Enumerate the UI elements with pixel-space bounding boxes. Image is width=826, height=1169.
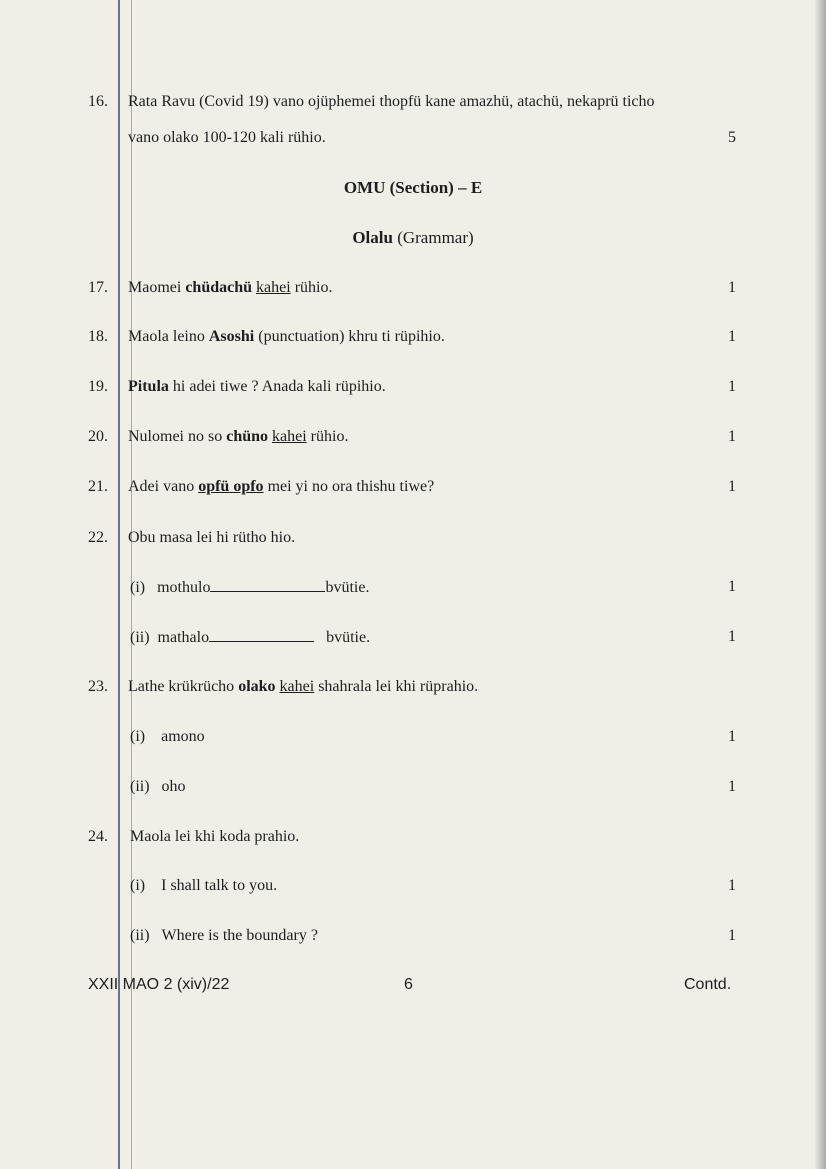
question-text: Nulomei no so chüno kahei rühio. — [128, 428, 349, 445]
section-title: OMU (Section) – E — [343, 178, 483, 197]
marks: 1 — [728, 778, 736, 795]
question-number: 22. — [88, 529, 108, 546]
question-text-continued: vano olako 100-120 kali rühio. — [128, 129, 326, 146]
marks: 1 — [728, 428, 736, 445]
question-text: Lathe krükrücho olako kahei shahrala lei khi rüprahio. — [128, 678, 479, 695]
marks: 1 — [728, 877, 736, 894]
continued-label: Contd. — [684, 976, 732, 993]
sub-item: (i) mothulo bvütie. — [130, 579, 370, 596]
sub-item: (ii) Where is the boundary ? — [130, 927, 318, 944]
marks: 1 — [728, 378, 736, 395]
question-text: Maola lei khi koda prahio. — [130, 828, 300, 845]
page-number: 6 — [404, 976, 413, 993]
question-number: 18. — [88, 328, 108, 345]
marks: 1 — [728, 328, 736, 345]
question-text: Pitula hi adei tiwe ? Anada kali rüpihio. — [128, 378, 386, 395]
sub-item: (ii) mathalo bvütie. — [130, 629, 371, 646]
fill-blank — [209, 627, 314, 642]
section-subtitle: Olalu (Grammar) — [352, 228, 474, 247]
sub-item: (i) I shall talk to you. — [130, 877, 278, 894]
sub-item: (i) amono — [130, 728, 205, 745]
marks: 1 — [728, 728, 736, 745]
marks: 1 — [728, 927, 736, 944]
marks: 1 — [728, 578, 736, 595]
question-number: 16. — [88, 93, 108, 110]
marks: 1 — [728, 478, 736, 495]
question-number: 17. — [88, 279, 108, 296]
question-number: 21. — [88, 478, 108, 495]
marks: 5 — [728, 129, 736, 146]
marks: 1 — [728, 628, 736, 645]
question-number: 24. — [88, 828, 108, 845]
paper-code: XXII MAO 2 (xiv)/22 — [88, 976, 230, 993]
marks: 1 — [728, 279, 736, 296]
page-edge-shadow — [814, 0, 826, 1169]
question-number: 19. — [88, 378, 108, 395]
sub-item: (ii) oho — [130, 778, 186, 795]
question-text: Rata Ravu (Covid 19) vano ojüphemei thopfü kane amazhü, atachü, nekaprü ticho — [128, 93, 655, 110]
question-text: Adei vano opfü opfo mei yi no ora thishu tiwe? — [128, 478, 435, 495]
question-text: Obu masa lei hi rütho hio. — [128, 529, 296, 546]
question-text: Maomei chüdachü kahei rühio. — [128, 279, 333, 296]
question-text: Maola leino Asoshi (punctuation) khru ti rüpihio. — [128, 328, 445, 345]
question-number: 23. — [88, 678, 108, 695]
fill-blank — [210, 577, 325, 592]
question-number: 20. — [88, 428, 108, 445]
